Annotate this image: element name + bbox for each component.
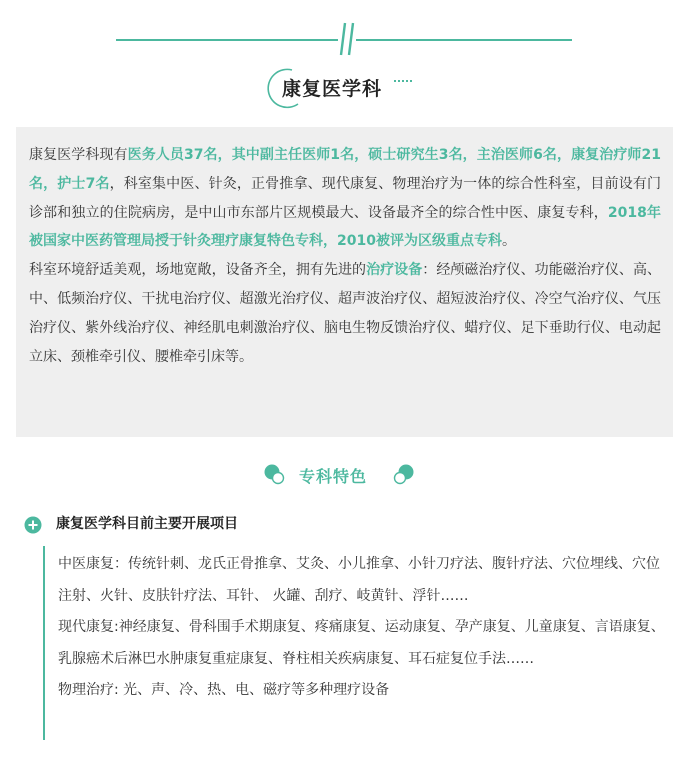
plus-circle-icon bbox=[24, 516, 42, 534]
body-text: 科室环境舒适美观，场地宽敞，设备齐全，拥有先进的 bbox=[29, 262, 367, 279]
intro-paragraph-2 bbox=[29, 256, 661, 371]
project-item: 物理治疗: 光、声、冷、热、电、磁疗等多种理疗设备 bbox=[58, 682, 390, 698]
section-title: 专科特色 bbox=[299, 467, 368, 486]
title-dots-decoration bbox=[394, 80, 412, 82]
header-divider-right bbox=[356, 39, 572, 41]
body-text: 康复医学科现有 bbox=[29, 147, 128, 163]
projects-list bbox=[43, 546, 665, 740]
highlight-text: 医务人员37名，其中副主任医师1名，硕士研究生3名，主治医师6名，康复治疗师21名，护士7名 bbox=[29, 147, 662, 192]
dot-pair-icon bbox=[263, 463, 285, 485]
dot-pair-icon bbox=[393, 463, 415, 485]
highlight-text: 2018年被国家中医药管理局授于针灸理疗康复特色专科，2010被评为区级重点专科 bbox=[29, 204, 662, 250]
projects-title: 康复医学科目前主要开展项目 bbox=[56, 516, 238, 532]
body-text: ：经颅磁治疗仪、功能磁治疗仪、高、中、低频治疗仪、干扰电治疗仪、超激光治疗仪、超声波治疗仪、超短波治疗仪、冷空气治疗仪、气压治疗仪、紫外线治疗仪、神经肌电刺激治疗仪、脑电生物反馈治疗仪、蜡疗仪、足下垂助行仪、电动起立床、颈椎牵引仪、腰椎牵引床等。 bbox=[29, 262, 662, 365]
project-item: 中医康复：传统针刺、龙氏正骨推拿、艾灸、小儿推拿、小针刀疗法、腹针疗法、穴位埋线、穴位注射、火针、皮肤针疗法、耳针、 火罐、刮疗、岐黄针、浮针…… bbox=[58, 556, 660, 604]
slash-divider-icon bbox=[338, 20, 356, 58]
body-text: ，科室集中医、针灸，正骨推拿、现代康复、物理治疗为一体的综合性科室，目前设有门诊部和独立的住院病房，是中山市东部片区规模最大、设备最齐全的综合性中医、康复专科， bbox=[29, 175, 661, 221]
project-item: 现代康复:神经康复、骨科围手术期康复、疼痛康复、运动康复、孕产康复、儿童康复、言语康复、乳腺癌术后淋巴水肿康复重症康复、脊柱相关疾病康复、耳石症复位手法…… bbox=[58, 619, 665, 667]
page-title: 康复医学科 bbox=[282, 78, 383, 100]
intro-box bbox=[16, 127, 673, 437]
highlight-text: 治疗设备 bbox=[366, 262, 423, 279]
section-heading bbox=[263, 458, 423, 494]
body-text: 。 bbox=[501, 233, 516, 250]
intro-paragraph-1 bbox=[29, 141, 661, 256]
header-divider-left bbox=[116, 39, 338, 41]
